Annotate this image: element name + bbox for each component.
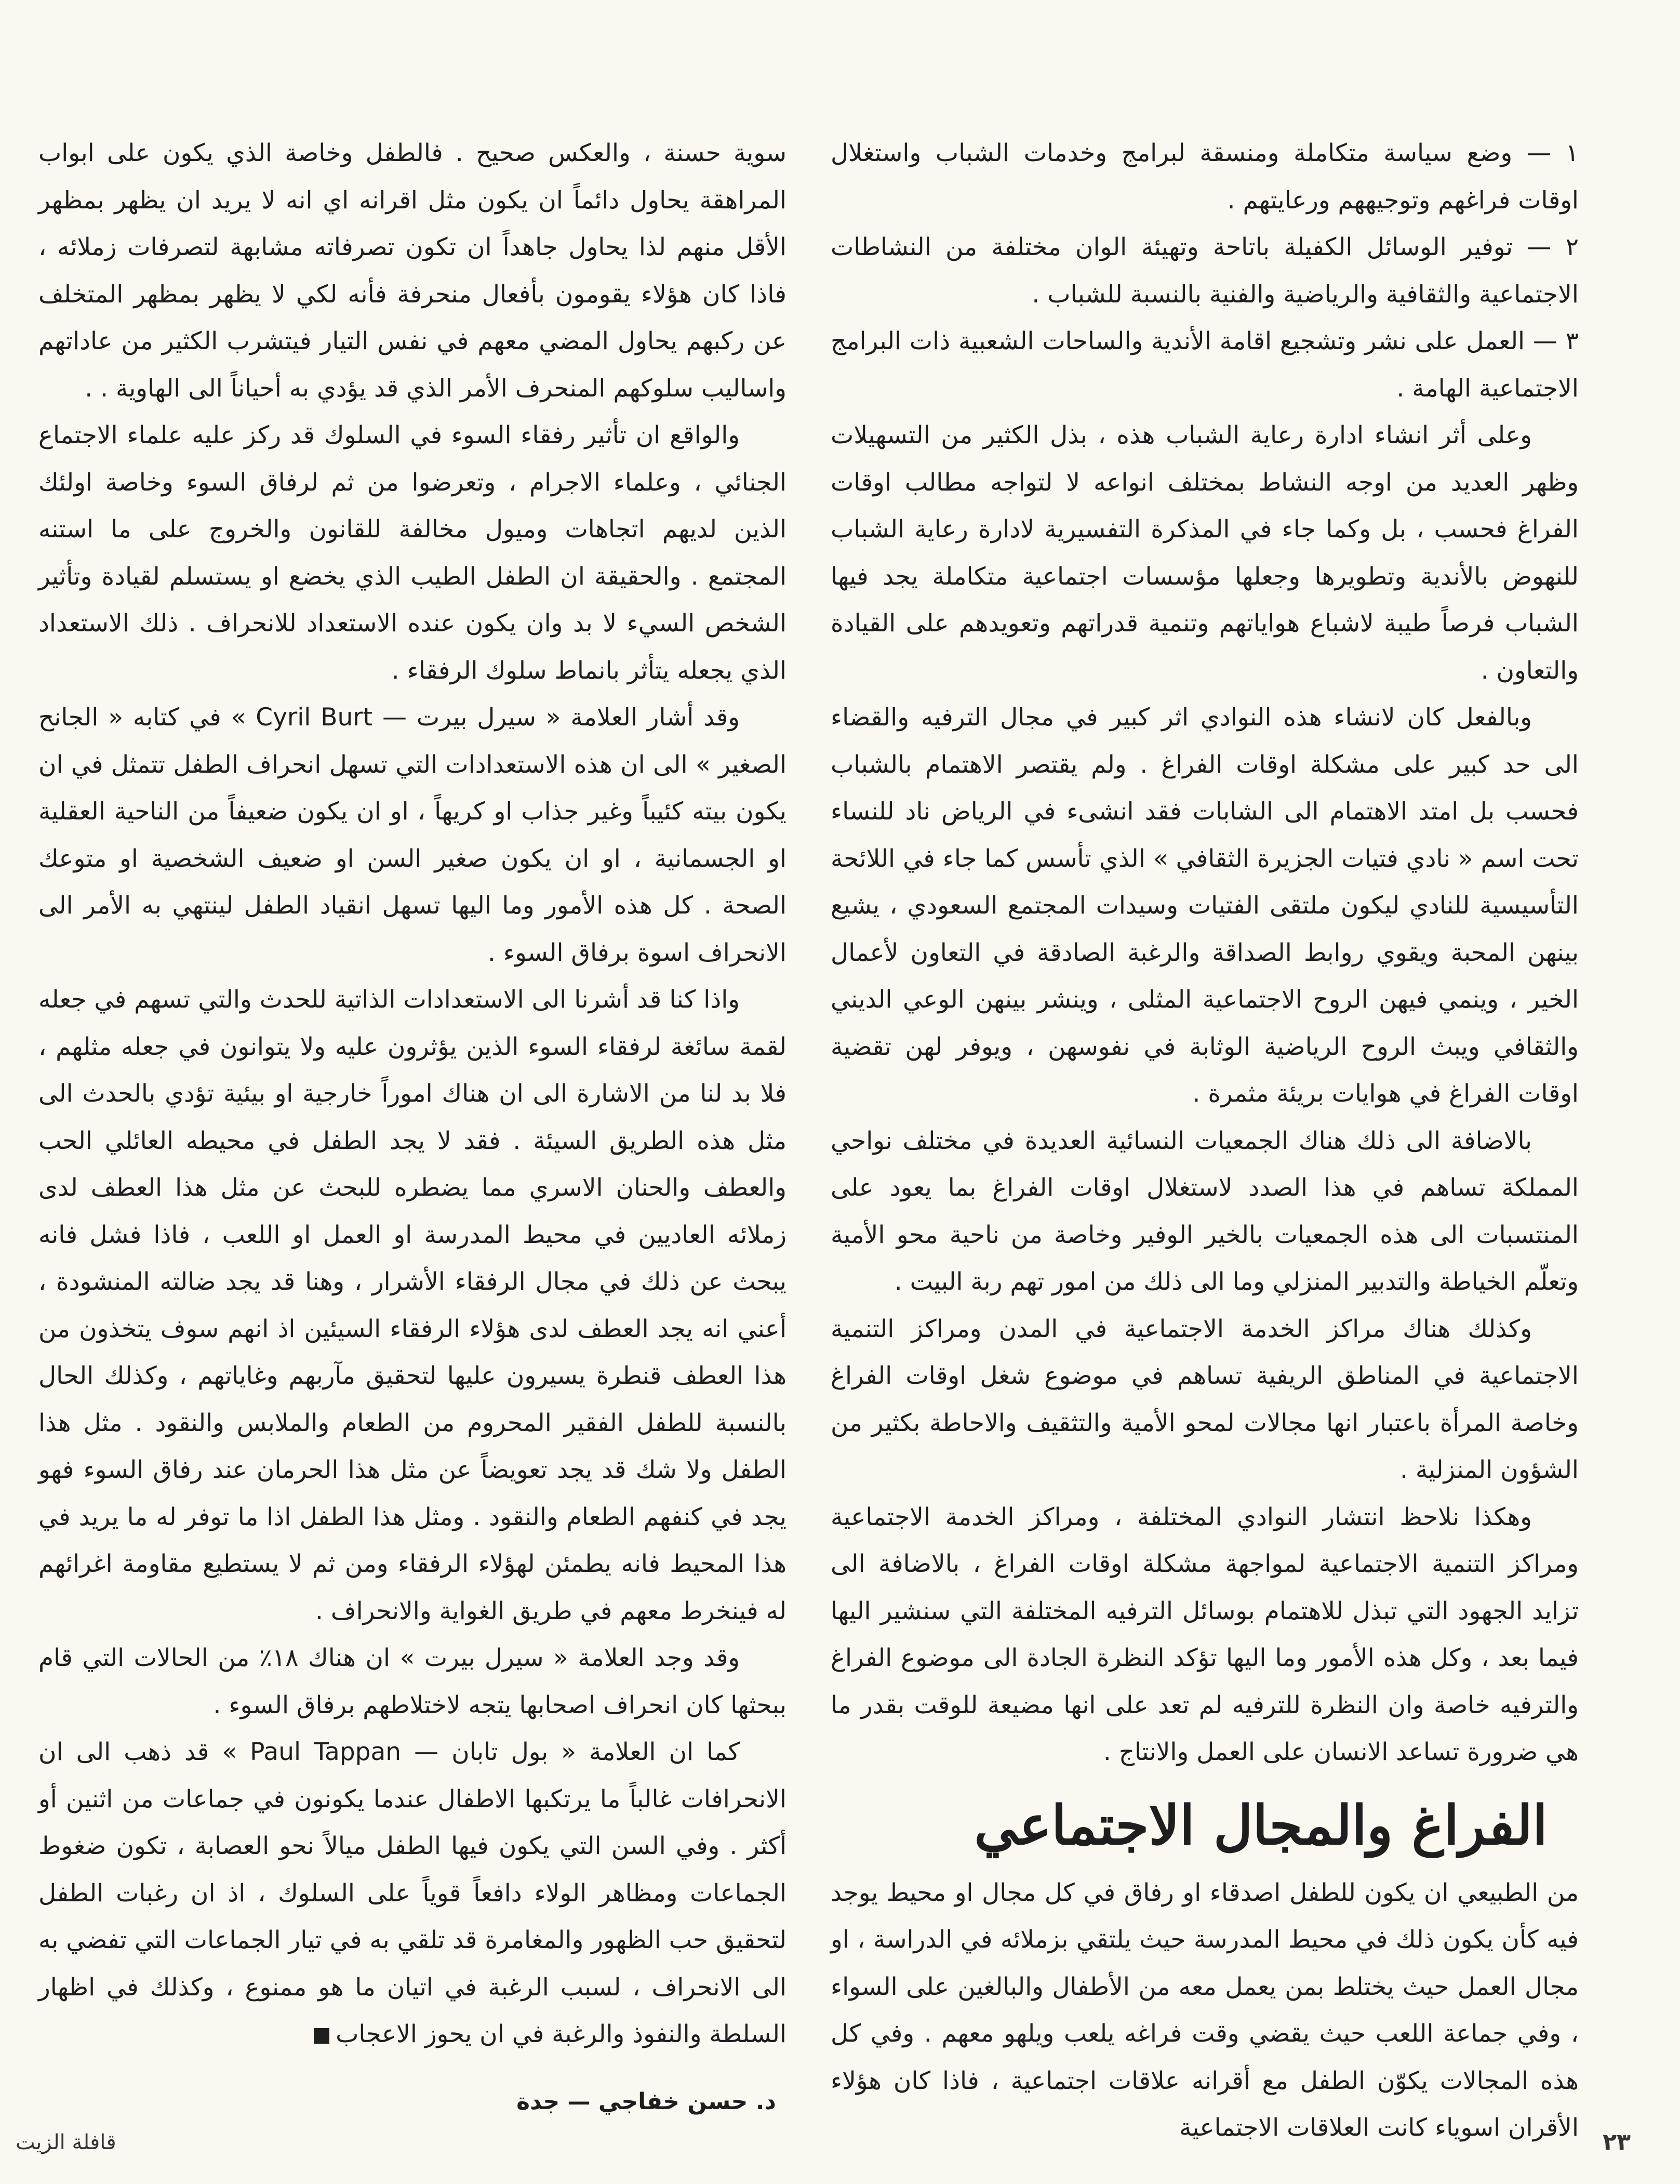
paragraph: واذا كنا قد أشرنا الى الاستعدادات الذاتية للحدث والتي تسهم في جعله لقمة سائغة لرفقاء السوء الذين يؤثرون عليه ولا يتوانون في جعله مثلهم ، فلا بد لنا من الاشارة الى ان هناك اموراً خارجية او بيئية تؤدي بالحدث الى مثل هذه الطريق السيئة . فقد لا يجد الطفل في محيطه العائلي الحب والعطف والحنان الاسري مما يضطره للبحث عن مثل هذا العطف لدى زملائه العاديين في محيط المدرسة او العمل او اللعب ، فاذا فشل فانه يبحث عن ذلك في مجال الرفقاء الأشرار ، وهنا قد يجد ضالته المنشودة ، أعني انه يجد العطف لدى هؤلاء الرفقاء السيئين اذ انهم سوف يتخذون من هذا العطف قنطرة يسيرون عليها لتحقيق مآربهم وغاياتهم ، وكذلك الحال بالنسبة للطفل الفقير المحروم من الطعام والملابس والنقود . مثل هذا الطفل ولا شك قد يجد تعويضاً عن مثل هذا الحرمان عند رفاق السوء فهو يجد في كنفهم الطعام والنقود . ومثل هذا الطفل اذا ما توفر له ما يريد في هذا المحيط فانه يطمئن لهؤلاء الرفقاء ومن ثم لا يستطيع مقاومة اغرائهم له فينخرط معهم في طريق الغواية والانحراف . (38, 985, 786, 1625)
paragraph: وقد أشار العلامة « سيرل بيرت — Cyril Burt » في كتابه « الجانح الصغير » الى ان هذه الاستعدادات التي تسهل انحراف الطفل تتمثل في ان يكون بيته كئيباً وغير جذاب او كريهاً ، او ان يكون ضعيفاً من الناحية العقلية او الجسمانية ، او ان يكون صغير السن او ضعيف الشخصية او متوعك الصحة . كل هذه الأمور وما اليها تسهل انقياد الطفل لينتهي به الأمر الى الانحراف اسوة برفاق السوء . (38, 703, 786, 967)
end-of-article-mark (314, 2028, 329, 2044)
paragraph: ٢ — توفير الوسائل الكفيلة باتاحة وتهيئة الوان مختلفة من النشاطات الاجتماعية والثقافية والرياضية والفنية بالنسبة للشباب . (831, 233, 1579, 309)
author-byline: د. حسن خفاجي — جدة (516, 2088, 776, 2115)
paragraph: وهكذا نلاحظ انتشار النوادي المختلفة ، ومراكز الخدمة الاجتماعية ومراكز التنمية الاجتماعية لمواجهة مشكلة اوقات الفراغ ، بالاضافة الى تزايد الجهود التي تبذل للاهتمام بوسائل الترفيه المختلفة التي سنشير اليها فيما بعد ، وكل هذه الأمور وما اليها تؤكد النظرة الجادة الى موضوع الفراغ والترفيه خاصة وان النظرة للترفيه لم تعد على انها مضيعة للوقت بقدر ما هي ضرورة تساعد الانسان على العمل والانتاج . (831, 1502, 1579, 1766)
paragraph: سوية حسنة ، والعكس صحيح . فالطفل وخاصة الذي يكون على ابواب المراهقة يحاول دائماً ان يكون مثل اقرانه اي انه لا يريد ان يظهر بمظهر الأقل منهم لذا يحاول جاهداً ان تكون تصرفاته مشابهة لتصرفات زملائه ، فاذا كان هؤلاء يقومون بأفعال منحرفة فأنه لكي لا يظهر بمظهر المتخلف عن ركبهم يحاول المضي معهم في نفس التيار فيتشرب الكثير من عاداتهم واساليب سلوكهم المنحرف الأمر الذي قد يؤدي به أحياناً الى الهاوية . . (38, 139, 786, 403)
left-column (38, 130, 786, 2123)
paragraph: وكذلك هناك مراكز الخدمة الاجتماعية في المدن ومراكز التنمية الاجتماعية في المناطق الريفية تساهم في موضوع شغل اوقات الفراغ وخاصة المرأة باعتبار انها مجالات لمحو الأمية والتثقيف والاحاطة بكثير من الشؤون المنزلية . (831, 1314, 1579, 1484)
paragraph: وقد وجد العلامة « سيرل بيرت » ان هناك ١٨٪ من الحالات التي قام ببحثها كان انحراف اصحابها يتجه لاختلاطهم برفاق السوء . (38, 1644, 786, 1719)
right-column (831, 130, 1579, 2152)
page-number: ٢٣ (1603, 2129, 1631, 2155)
paragraph (38, 1729, 786, 2058)
paragraph: بالاضافة الى ذلك هناك الجمعيات النسائية العديدة في مختلف نواحي المملكة تساهم في هذا الصدد لاستغلال اوقات الفراغ بما يعود على المنتسبات الى هذه الجمعيات بالخير الوفير وخاصة من ناحية محو الأمية وتعلّم الخياطة والتدبير المنزلي وما الى ذلك من امور تهم ربة البيت . (831, 1126, 1579, 1296)
paragraph-text: كما ان العلامة « بول تابان — Paul Tappan » قد ذهب الى ان الانحرافات غالباً ما يرتكبها الاطفال عندما يكونون في جماعات من اثنين أو أكثر . وفي السن التي يكون فيها الطفل ميالاً نحو العصابة ، تكون ضغوط الجماعات ومظاهر الولاء دافعاً قوياً على السلوك ، اذ ان رغبات الطفل لتحقيق حب الظهور والمغامرة قد تلقي به في تيار الجماعات التي تفضي به الى الانحراف ، لسبب الرغبة في اتيان ما هو ممنوع ، وكذلك في اظهار السلطة والنفوذ والرغبة في ان يحوز الاعجاب (38, 1738, 786, 2048)
paragraph: وعلى أثر انشاء ادارة رعاية الشباب هذه ، بذل الكثير من التسهيلات وظهر العديد من اوجه النشاط بمختلف انواعه لا لتواجه مطالب اوقات الفراغ فحسب ، بل وكما جاء في المذكرة التفسيرية لادارة رعاية الشباب للنهوض بالأندية وتطويرها وجعلها مؤسسات اجتماعية متكاملة يجد فيها الشباب فرصاً طيبة لاشباع هواياتهم وتنمية قدراتهم وتعويدهم على القيادة والتعاون . (831, 421, 1579, 685)
paragraph: ٣ — العمل على نشر وتشجيع اقامة الأندية والساحات الشعبية ذات البرامج الاجتماعية الهامة . (831, 327, 1579, 403)
magazine-name: قافلة الزيت (16, 2130, 116, 2154)
paragraph: والواقع ان تأثير رفقاء السوء في السلوك قد ركز عليه علماء الاجتماع الجنائي ، وعلماء الاجرام ، وتعرضوا من ثم لرفاق السوء وخاصة اولئك الذين لديهم اتجاهات وميول مخالفة للقانون والخروج على ما استنه المجتمع . والحقيقة ان الطفل الطيب الذي يخضع او يستسلم لقيادة وتأثير الشخص السيء لا بد وان يكون عنده الاستعداد للانحراف . ذلك الاستعداد الذي يجعله يتأثر بانماط سلوك الرفقاء . (38, 421, 786, 685)
paragraph: من الطبيعي ان يكون للطفل اصدقاء او رفاق في كل مجال او محيط يوجد فيه كأن يكون ذلك في محيط المدرسة حيث يلتقي بزملائه في الدراسة ، او مجال العمل حيث يختلط بمن يعمل معه من الأطفال والبالغين على السواء ، وفي جماعة اللعب حيث يقضي وقت فراغه يلعب ويلهو معهم . وفي كل هذه المجالات يكوّن الطفل مع أقرانه علاقات اجتماعية ، فاذا كان هؤلاء الأقران اسوياء كانت العلاقات الاجتماعية (831, 1878, 1579, 2142)
paragraph: ١ — وضع سياسة متكاملة ومنسقة لبرامج وخدمات الشباب واستغلال اوقات فراغهم وتوجيههم ورعايتهم . (831, 139, 1579, 215)
section-heading: الفراغ والمجال الاجتماعي (974, 1793, 1548, 1857)
paragraph: وبالفعل كان لانشاء هذه النوادي اثر كبير في مجال الترفيه والقضاء الى حد كبير على مشكلة اوقات الفراغ . ولم يقتصر الاهتمام بالشباب فحسب بل امتد الاهتمام الى الشابات فقد انشىء في الرياض ناد للنساء تحت اسم « نادي فتيات الجزيرة الثقافي » الذي تأسس كما جاء في اللائحة التأسيسية للنادي ليكون ملتقى الفتيات وسيدات المجتمع السعودي ، يشيع بينهن المحبة ويقوي روابط الصداقة والرغبة الصادقة في التعاون لأعمال الخير ، وينمي فيهن الروح الاجتماعية المثلى ، وينشر بينهن الوعي الديني والثقافي ويبث الروح الرياضية الوثابة في نفوسهن ، ويوفر لهن تقضية اوقات الفراغ في هوايات بريئة مثمرة . (831, 703, 1579, 1108)
